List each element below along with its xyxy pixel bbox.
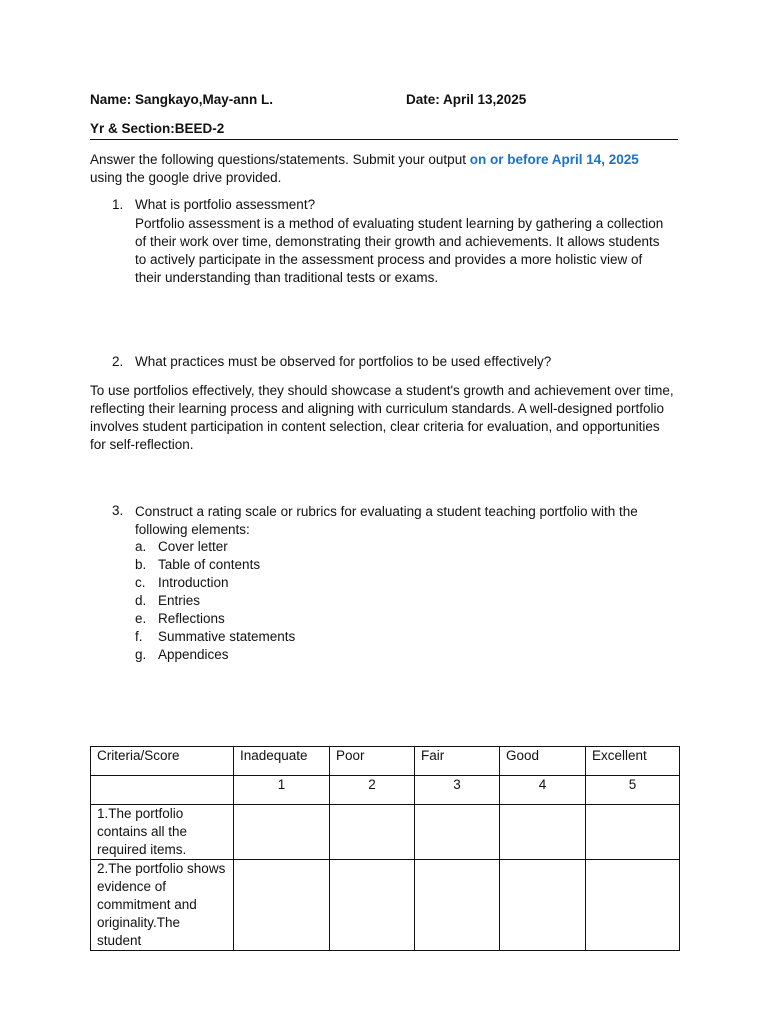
rubric-table [90, 746, 680, 951]
score-5: 5 [586, 776, 680, 805]
question-2-answer: To use portfolios effectively, they should showcase a student's growth and achievement over time, reflecting their learning process and aligning with curriculum standards. A well-designed portfolio involves student participation in content selection, clear criteria for evaluation, and opportunities for self-reflection. [90, 383, 674, 452]
header-good: Good [500, 747, 586, 776]
element-introduction: Introduction [158, 575, 229, 590]
question-2-number: 2. [112, 354, 124, 369]
score-3: 3 [415, 776, 500, 805]
student-name: Name: Sangkayo,May-ann L. [90, 92, 274, 107]
element-entries: Entries [158, 593, 201, 608]
year-section: Yr & Section:BEED-2 [90, 121, 225, 136]
deadline-highlight: on or before April 14, 2025 [469, 152, 639, 167]
rating-cell [586, 805, 680, 860]
element-table-of-contents: Table of contents [158, 557, 261, 572]
criterion-2: 2.The portfolio shows evidence of commitment and originality.The student [91, 860, 234, 951]
score-4: 4 [500, 776, 586, 805]
rating-cell [500, 860, 586, 951]
header-fair: Fair [415, 747, 500, 776]
element-letter: d. [135, 593, 147, 608]
rubric-criterion-row [91, 860, 680, 951]
score-1: 1 [234, 776, 330, 805]
instructions-before: Answer the following questions/statements. Submit your output [90, 152, 470, 167]
instructions-after: using the google drive provided. [90, 170, 282, 185]
rating-cell [500, 805, 586, 860]
rating-cell [330, 860, 415, 951]
score-blank-cell [91, 776, 234, 805]
rating-cell [415, 860, 500, 951]
header-divider [90, 139, 678, 140]
header-criteria-score: Criteria/Score [91, 747, 234, 776]
rating-cell [330, 805, 415, 860]
element-summative-statements: Summative statements [158, 629, 296, 644]
element-letter: g. [135, 647, 147, 662]
element-letter: c. [135, 575, 146, 590]
element-reflections: Reflections [158, 611, 225, 626]
element-letter: f. [135, 629, 143, 644]
header-excellent: Excellent [586, 747, 680, 776]
rating-cell [415, 805, 500, 860]
header-inadequate: Inadequate [234, 747, 330, 776]
element-letter: e. [135, 611, 147, 626]
rubric-score-row [91, 776, 680, 805]
header-poor: Poor [330, 747, 415, 776]
score-2: 2 [330, 776, 415, 805]
rating-cell [234, 860, 330, 951]
instructions [90, 151, 670, 187]
criterion-1: 1.The portfolio contains all the required items. [91, 805, 234, 860]
element-letter: b. [135, 557, 147, 572]
submission-date: Date: April 13,2025 [406, 92, 527, 107]
question-2-text: What practices must be observed for portfolios to be used effectively? [135, 354, 552, 369]
question-1-number: 1. [112, 197, 124, 212]
element-appendices: Appendices [158, 647, 229, 662]
question-1-answer: Portfolio assessment is a method of evaluating student learning by gathering a collection of their work over time, demonstrating their growth and achievements. It allows students to actively participate in the assessment process and provides a more holistic view of their understanding than traditional tests or exams. [135, 216, 664, 285]
rating-cell [586, 860, 680, 951]
element-cover-letter: Cover letter [158, 539, 228, 554]
question-3-number: 3. [112, 503, 124, 518]
element-letter: a. [135, 539, 147, 554]
question-3-text: Construct a rating scale or rubrics for evaluating a student teaching portfolio with the following elements: [135, 504, 638, 537]
question-1-text: What is portfolio assessment? [135, 197, 316, 212]
rating-cell [234, 805, 330, 860]
rubric-criterion-row [91, 805, 680, 860]
rubric-header-row [91, 747, 680, 776]
